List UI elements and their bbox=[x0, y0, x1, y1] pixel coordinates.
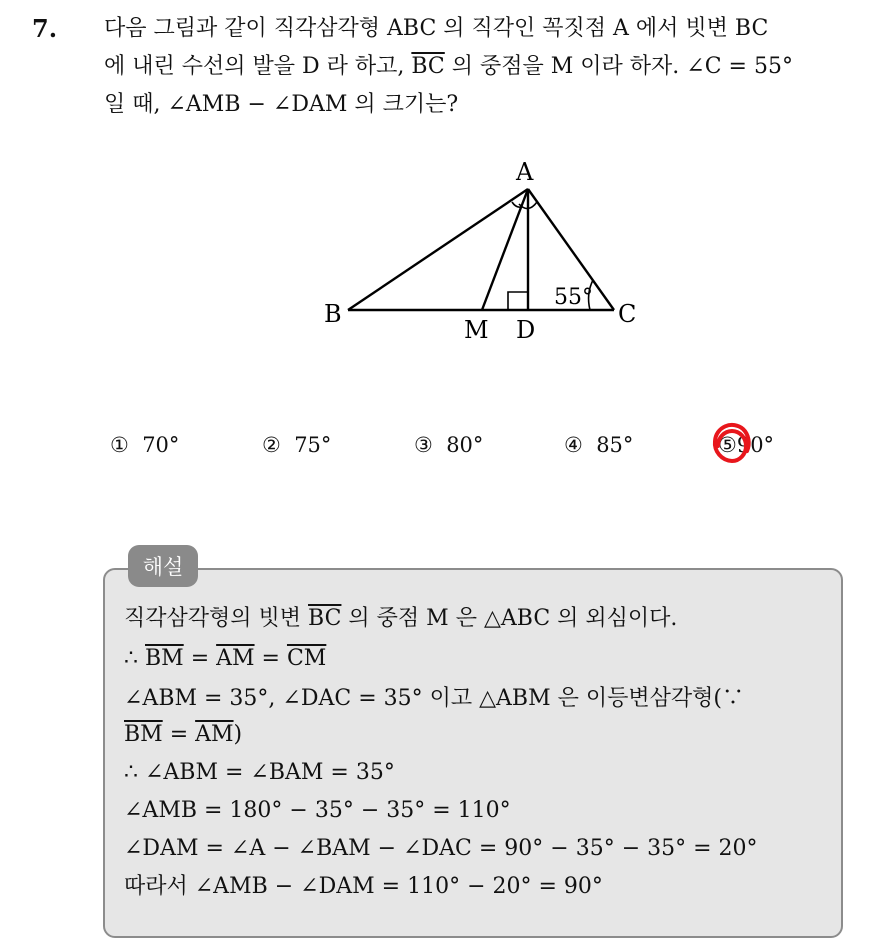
choice-symbol: ① bbox=[110, 433, 129, 457]
choice-4[interactable] bbox=[564, 433, 633, 457]
solution-line-1 bbox=[124, 604, 677, 634]
segment-bm: $\overline{BM}$ bbox=[124, 722, 163, 747]
solution-text: 의 중점 M 은 △ABC 의 외심이다. bbox=[341, 606, 678, 631]
solution-line-2 bbox=[124, 644, 326, 674]
label-d: D bbox=[516, 316, 536, 344]
solution-line-7: ∠DAM = ∠A − ∠BAM − ∠DAC = 90° − 35° − 35° = 20° bbox=[124, 836, 758, 861]
label-a: A bbox=[516, 158, 534, 186]
segment-cm: $\overline{CM}$ bbox=[286, 646, 327, 671]
question-number: 7. bbox=[32, 14, 58, 43]
answer-choices bbox=[0, 433, 884, 465]
solution-tag: 해설 bbox=[128, 545, 198, 587]
label-c: C bbox=[618, 300, 637, 328]
triangle-figure bbox=[300, 150, 660, 350]
solution-text: = bbox=[183, 646, 217, 671]
choice-symbol: ② bbox=[262, 433, 281, 457]
solution-text: ) bbox=[233, 722, 243, 747]
choice-value: 85° bbox=[596, 433, 634, 457]
right-angle-mark bbox=[508, 292, 528, 310]
choice-2[interactable] bbox=[262, 433, 331, 457]
segment-bc: $\overline{BC}$ bbox=[411, 54, 445, 79]
solution-text: = bbox=[162, 722, 196, 747]
label-m: M bbox=[464, 316, 489, 344]
solution-line-5: ∴ ∠ABM = ∠BAM = 35° bbox=[124, 760, 395, 785]
angle-c-label: 55° bbox=[554, 285, 593, 310]
choice-value: 70° bbox=[142, 433, 180, 457]
solution-text: 직각삼각형의 빗변 bbox=[124, 606, 309, 631]
question-text: 에 내린 수선의 발을 D 라 하고, bbox=[104, 54, 412, 79]
choice-value: 80° bbox=[446, 433, 484, 457]
label-b: B bbox=[324, 300, 342, 328]
choice-1[interactable] bbox=[110, 433, 179, 457]
solution-line-4 bbox=[124, 720, 242, 750]
solution-line-3: ∠ABM = 35°, ∠DAC = 35° 이고 △ABM 은 이등변삼각형(∵ bbox=[124, 686, 744, 711]
segment-am: $\overline{AM}$ bbox=[216, 646, 255, 671]
question-line-2 bbox=[104, 52, 793, 82]
solution-text: = bbox=[254, 646, 287, 671]
choice-symbol: ③ bbox=[414, 433, 433, 457]
solution-text: ∴ bbox=[124, 646, 145, 671]
solution-line-6: ∠AMB = 180° − 35° − 35° = 110° bbox=[124, 798, 511, 823]
choice-value: 90° bbox=[736, 433, 775, 457]
question-text: 의 중점을 M 이라 하자. ∠C = 55° bbox=[444, 54, 793, 79]
choice-3[interactable] bbox=[414, 433, 483, 457]
segment-bm: $\overline{BM}$ bbox=[145, 646, 184, 671]
question-line-3: 일 때, ∠AMB − ∠DAM 의 크기는? bbox=[104, 92, 459, 117]
choice-5[interactable] bbox=[718, 433, 774, 457]
segment-am: $\overline{AM}$ bbox=[195, 722, 234, 747]
answer-circle-mark-icon bbox=[708, 421, 756, 471]
segment-bc: $\overline{BC}$ bbox=[308, 606, 342, 631]
side-ab bbox=[348, 189, 528, 310]
choice-value: 75° bbox=[294, 433, 332, 457]
choice-symbol: ⑤ bbox=[718, 433, 737, 457]
choice-symbol: ④ bbox=[564, 433, 583, 457]
solution-line-8: 따라서 ∠AMB − ∠DAM = 110° − 20° = 90° bbox=[124, 874, 603, 899]
question-line-1: 다음 그림과 같이 직각삼각형 ABC 의 직각인 꼭짓점 A 에서 빗변 BC bbox=[104, 16, 769, 41]
